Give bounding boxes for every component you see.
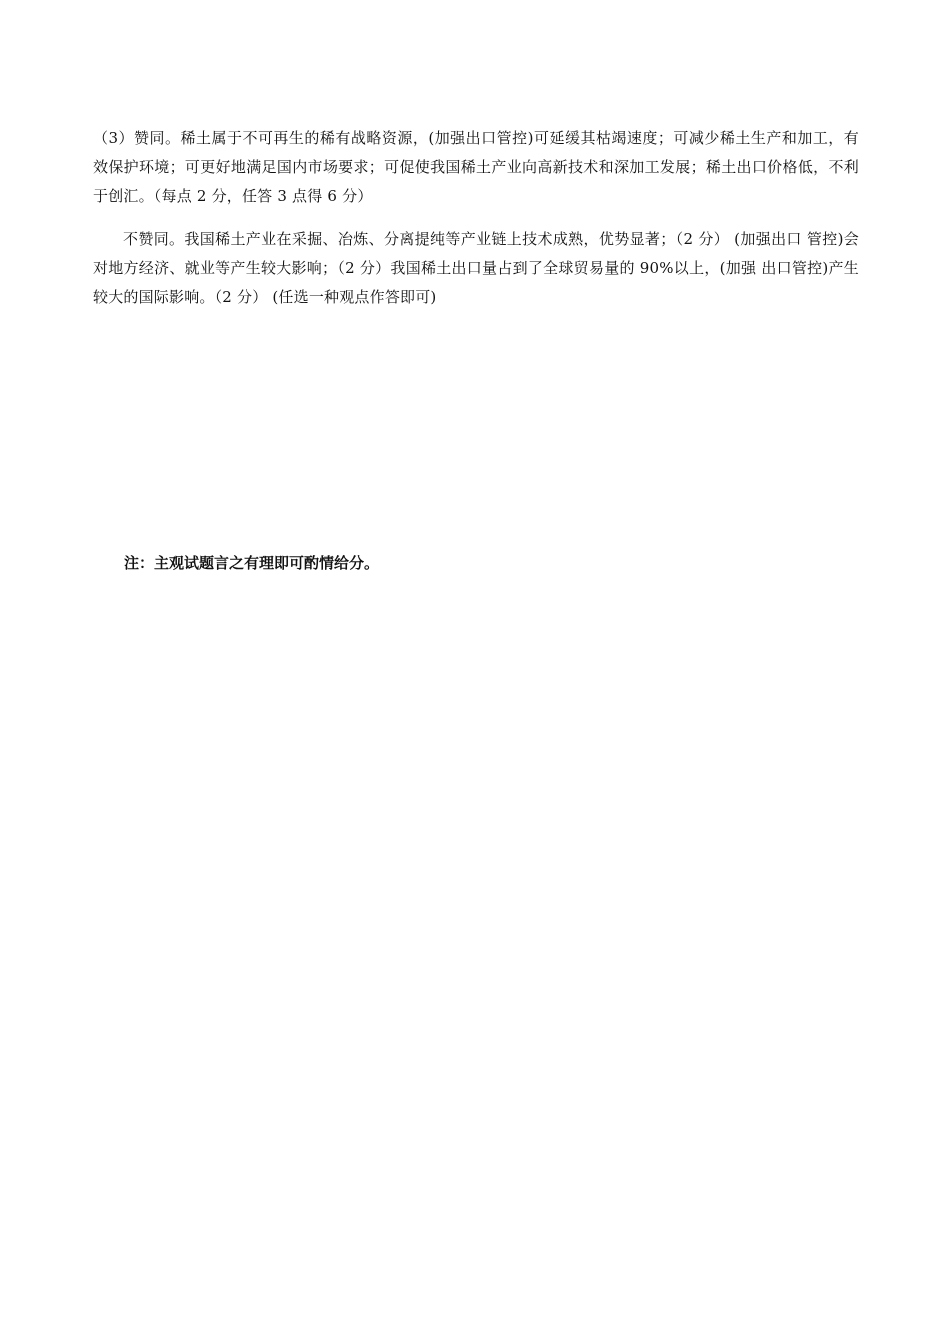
answer-section: [93, 124, 859, 312]
grading-note: 注：主观试题言之有理即可酌情给分。: [124, 554, 380, 572]
answer-paragraph-disagree: 不赞同。我国稀土产业在采掘、冶炼、分离提纯等产业链上技术成熟，优势显著；（2 分） (加强出口 管控)会对地方经济、就业等产生较大影响；（2 分）我国稀土出口量占到了全球贸易量的 90%以上，(加强 出口管控)产生较大的国际影响。（2 分） (任选一种观点作答即可): [93, 230, 859, 306]
answer-paragraph-agree: （3）赞同。稀土属于不可再生的稀有战略资源，(加强出口管控)可延缓其枯竭速度；可减少稀土生产和加工，有效保护环境；可更好地满足国内市场要求；可促使我国稀土产业向高新技术和深加工发展；稀土出口价格低，不利于创汇。（每点 2 分，任答 3 点得 6 分）: [93, 129, 859, 205]
